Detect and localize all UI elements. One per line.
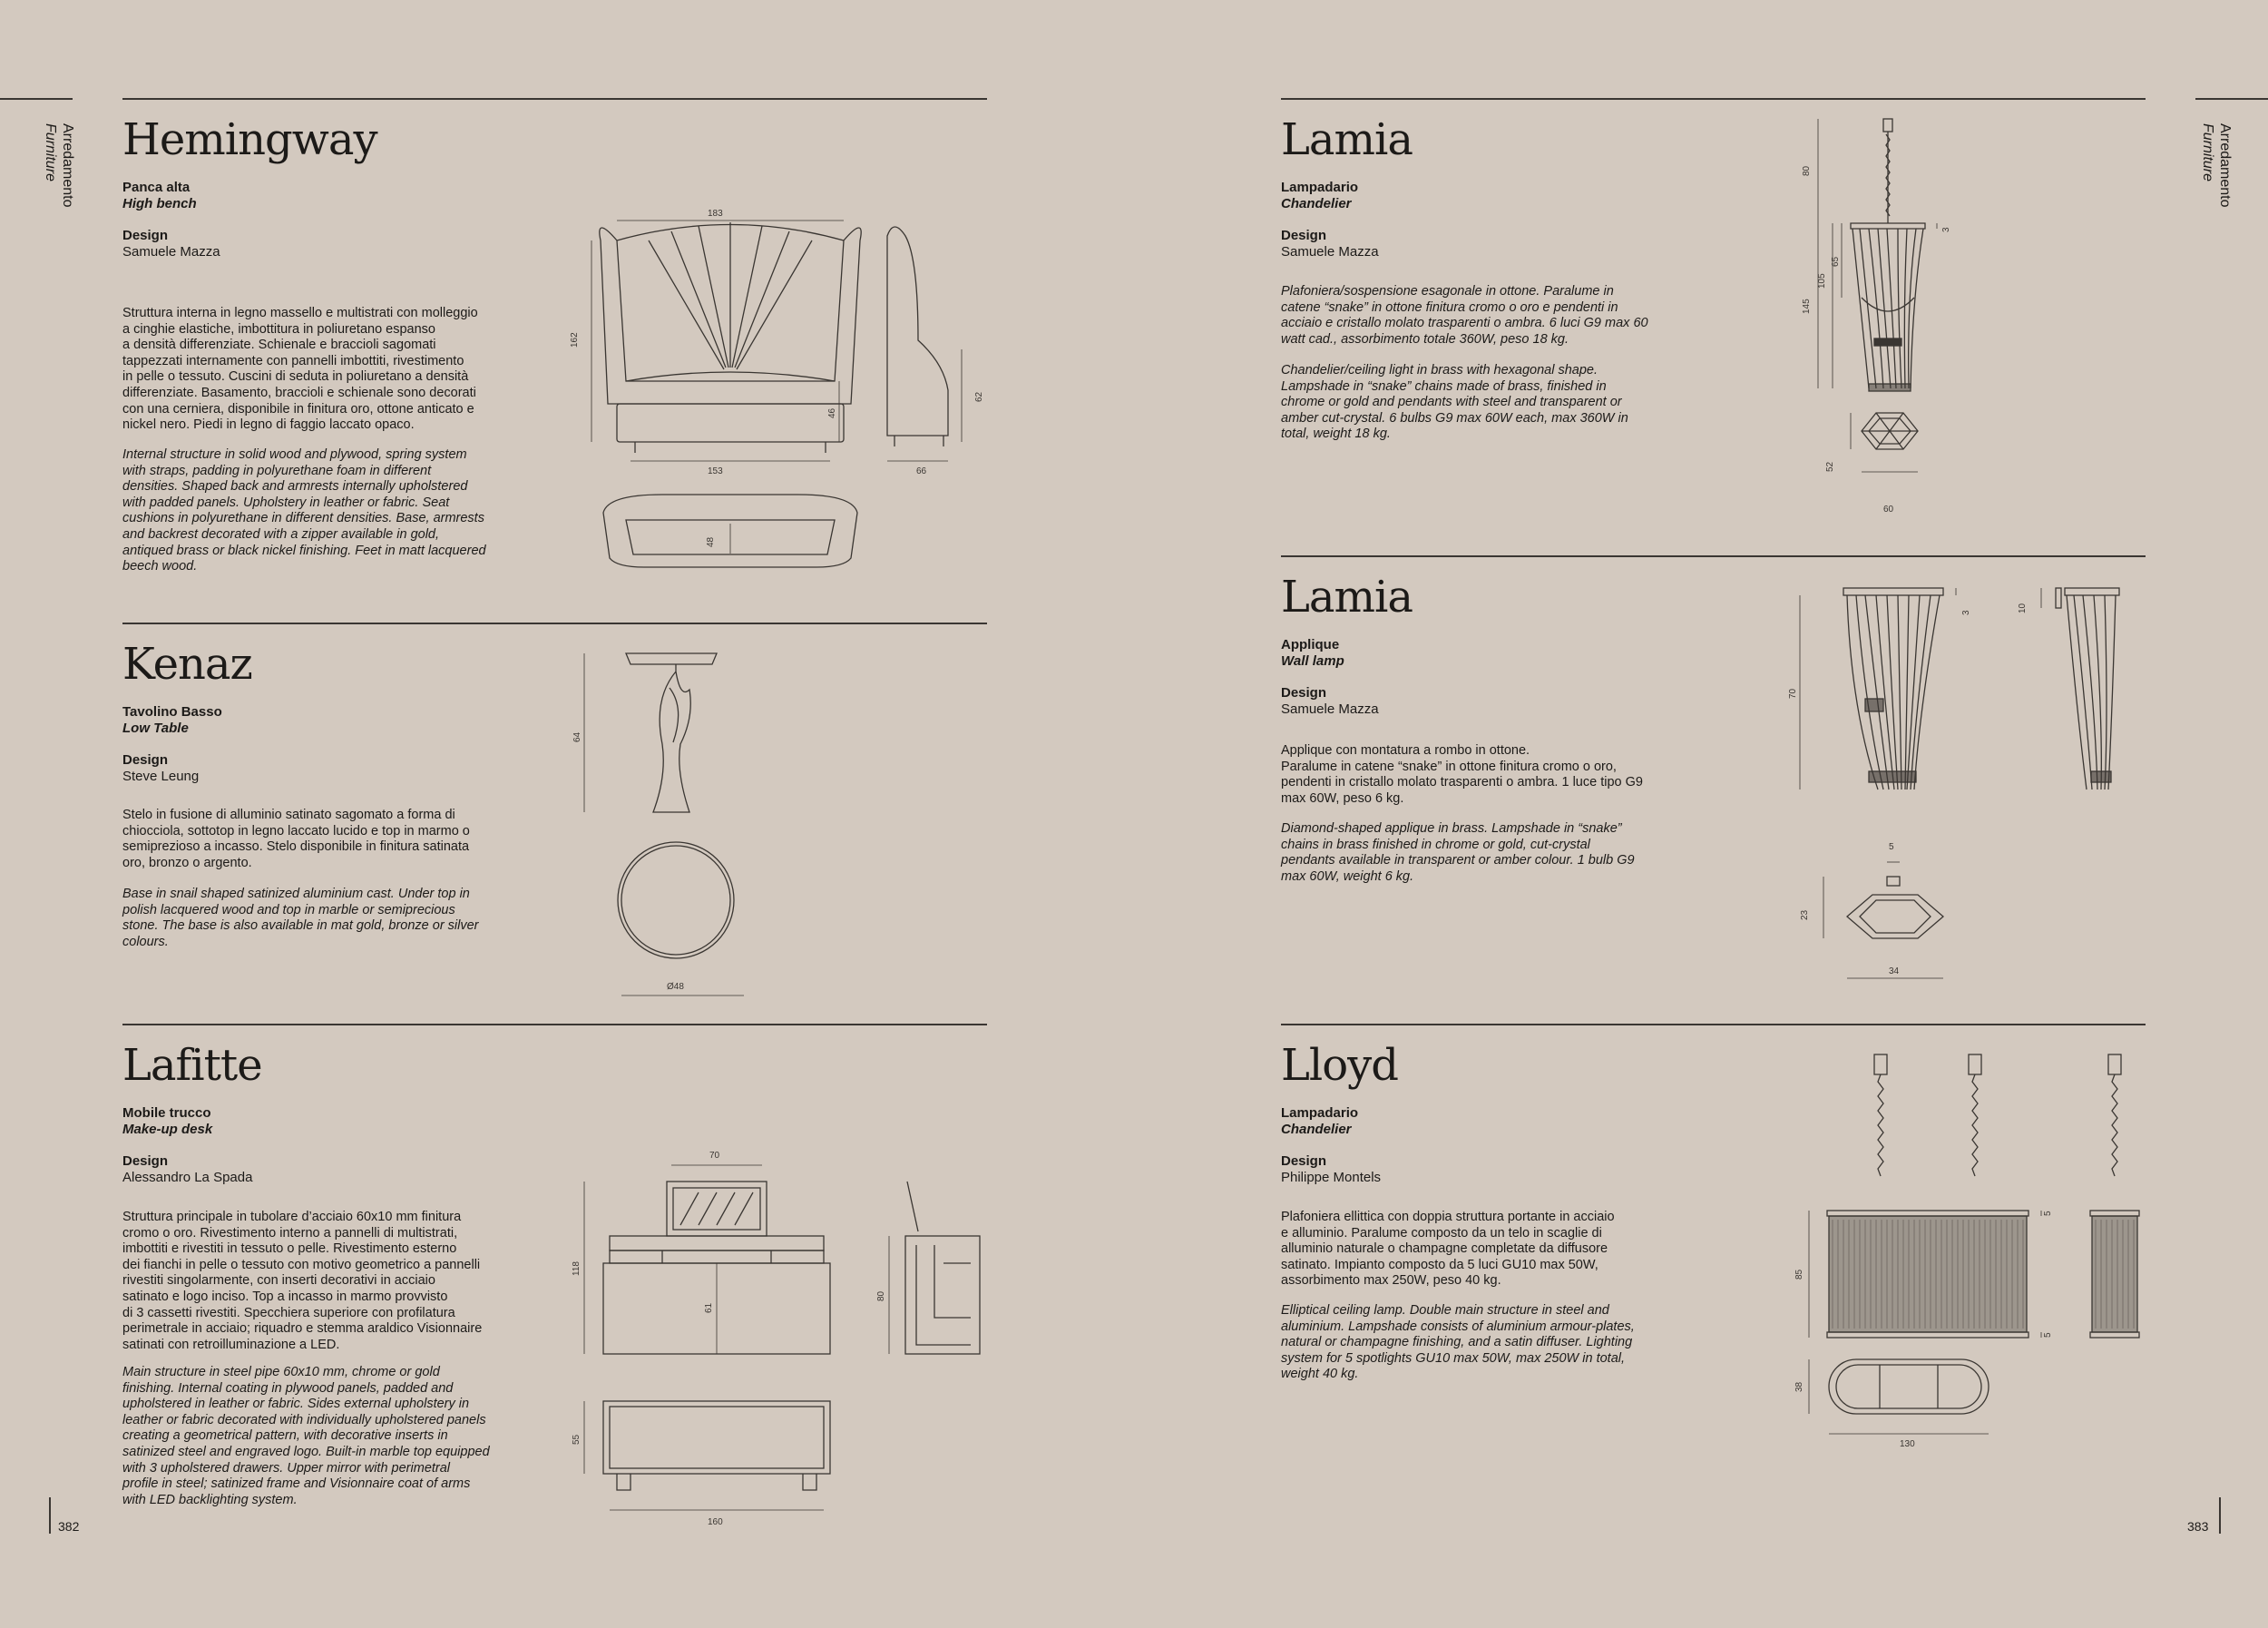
dim-height: 118: [572, 1261, 582, 1276]
top-rule-left-margin: [0, 98, 73, 100]
design-label: Design: [1281, 228, 1327, 243]
designer-name: Alessandro La Spada: [122, 1170, 253, 1185]
dim-plan-width: 60: [1883, 505, 1894, 515]
dim-seat-height: 46: [827, 407, 837, 418]
dim-top: 5: [2043, 1211, 2053, 1216]
dim-body: 105: [1817, 273, 1827, 289]
top-rule-right: [1281, 98, 2146, 100]
description-en: Diamond-shaped applique in brass. Lampshade in “snake” chains in brass finished in chrome or gold, cut-crystal pendants available in transparent or amber colour. 1 bulb G9 max 60W, weight 6 kg.: [1281, 821, 1635, 884]
description-en: Chandelier/ceiling light in brass with hexagonal shape. Lampshade in “snake” chains made of brass, finished in chrome or gold and pendants with steel and transparent or amber cut-crystal. 6 bulbs G9 max 60W each, max 360W in total, weight 18 kg.: [1281, 363, 1628, 442]
top-rule-left: [122, 98, 987, 100]
section-label-en: Furniture: [43, 123, 58, 182]
dim-side-top: 10: [2018, 603, 2028, 613]
designer-name: Samuele Mazza: [122, 244, 220, 260]
product-category: [1281, 1105, 1707, 1138]
section-divider-left-2: [122, 1024, 987, 1025]
dim-upper: 65: [1831, 256, 1841, 267]
product-title: Hemingway: [122, 114, 377, 165]
section-label-it: Arredamento: [2217, 123, 2233, 208]
designer-name: Samuele Mazza: [1281, 244, 1379, 260]
product-title: Lafitte: [122, 1040, 262, 1091]
description-it: Plafoniera/sospensione esagonale in ottone. Paralume in catene “snake” in ottone finitura cromo o oro e pendenti in acciaio e cristallo molato trasparenti o ambra. 6 luci G9 max 60 watt cad., assorbimento totale 360W, peso 18 kg.: [1281, 284, 1648, 347]
description-en: Internal structure in solid wood and plywood, spring system with straps, padding in polyurethane foam in different densities. Shaped back and armrests internally upholstered with padded panels. Upholstery in leather or fabric. Seat cushions in polyurethane in different densities. Base, armrests and backrest decorated with a zipper available in gold, antiqued brass or black nickel finishing. Feet in matt lacquered beech wood.: [122, 447, 486, 574]
dim-height: 70: [1788, 688, 1798, 699]
top-rule-right-margin: [2195, 98, 2268, 100]
category-it: Mobile trucco: [122, 1105, 211, 1121]
category-en: Low Table: [122, 721, 189, 736]
description-en: Main structure in steel pipe 60x10 mm, chrome or gold finishing. Internal coating in plywood panels, padded and upholstered in leather or fabric. Sides external upholstery in leather or fabric decorated with individually upholstered panels creating a geometrical pattern, with decorative inserts in satinized steel and engraved logo. Built-in marble top equipped with 3 upholstered drawers. Upper mirror with perimetral profile in steel; satinized frame and Visionnaire coat of arms with LED backlighting system.: [122, 1365, 490, 1507]
category-it: Applique: [1281, 637, 1340, 652]
product-design: [1281, 228, 1707, 260]
category-it: Lampadario: [1281, 180, 1359, 195]
product-design: [122, 752, 549, 785]
product-design: [1281, 685, 1707, 718]
dim-plan-width: 34: [1889, 966, 1900, 976]
page-number-tick-right: [2219, 1497, 2221, 1534]
product-title: Lamia: [1281, 572, 1413, 623]
section-divider-left-1: [122, 623, 987, 624]
design-label: Design: [122, 752, 169, 768]
section-label-left: [42, 123, 76, 208]
category-en: High bench: [122, 196, 197, 211]
product-design: [122, 228, 549, 260]
product-lloyd: [1281, 1040, 1707, 1186]
dim-side-height: 80: [876, 1290, 886, 1301]
section-divider-right-2: [1281, 1024, 2146, 1025]
product-category: [122, 704, 549, 737]
dim-top: 3: [1961, 610, 1971, 615]
lloyd-technical-drawing: [1778, 1051, 2159, 1459]
page-number-tick-left: [49, 1497, 51, 1534]
page-number-left: 382: [58, 1519, 80, 1534]
design-label: Design: [1281, 1153, 1327, 1169]
description-it: Stelo in fusione di alluminio satinato sagomato a forma di chiocciola, sottotop in legno laccato lucido e top in marmo o semiprezioso a incasso. Stelo disponibile in finitura satinata oro, bronzo o argento.: [122, 808, 470, 870]
lamia-chandelier-technical-drawing: [1796, 116, 1978, 525]
product-category: [1281, 637, 1707, 670]
dim-plan-height: 23: [1800, 909, 1810, 920]
description-it: Struttura interna in legno massello e multistrati con molleggio a cinghie elastiche, imbottitura in poliuretano espanso a densità differenziate. Schienale e braccioli sagomati tappezzati internamente con pannelli imbottiti, rivestimento in pelle o tessuto. Cuscini di seduta in poliuretano a densità differenziate. Basamento, braccioli e schienale sono decorati con una cerniera, disponibile in finitura oro, ottone anticato e nickel nero. Piedi in legno di faggio laccato opaco.: [122, 306, 478, 433]
designer-name: Philippe Montels: [1281, 1170, 1382, 1185]
dim-plan-width: 130: [1900, 1439, 1915, 1449]
designer-name: Steve Leung: [122, 769, 200, 784]
dim-chain: 80: [1802, 165, 1812, 176]
category-it: Tavolino Basso: [122, 704, 222, 720]
lafitte-technical-drawing: [562, 1145, 989, 1535]
category-en: Wall lamp: [1281, 653, 1344, 669]
category-en: Chandelier: [1281, 196, 1352, 211]
description-en: Base in snail shaped satinized aluminium cast. Under top in polish lacquered wood and top in marble or semiprecious stone. The base is also available in mat gold, bronze or silver colours.: [122, 887, 479, 949]
dim-depth: 66: [916, 466, 927, 476]
category-it: Lampadario: [1281, 1105, 1359, 1121]
dim-desk-height: 61: [704, 1302, 714, 1313]
design-label: Design: [122, 228, 169, 243]
product-title: Lloyd: [1281, 1040, 1398, 1091]
product-lamia-chandelier: [1281, 114, 1707, 260]
dim-plan-depth: 48: [706, 536, 716, 547]
dim-side-height: 62: [974, 391, 984, 402]
dim-width: 183: [708, 209, 723, 219]
design-label: Design: [1281, 685, 1327, 701]
dim-width: 160: [708, 1517, 723, 1527]
description-it: Applique con montatura a rombo in ottone. Paralume in catene “snake” in ottone finitura cromo o oro, pendenti in cristallo molato trasparenti o ambra. 1 luce tipo G9 max 60W, peso 6 kg.: [1281, 743, 1643, 806]
product-title: Kenaz: [122, 639, 252, 690]
dim-plan-height: 38: [1794, 1381, 1804, 1392]
description-it: Plafoniera ellittica con doppia struttura portante in acciaio e alluminio. Paralume composto da un telo in scaglie di alluminio naturale o champagne completate da diffusore satinato. Impianto composto da 5 luci GU10 max 50W, assorbimento max 250W, peso 40 kg.: [1281, 1210, 1615, 1289]
category-en: Make-up desk: [122, 1122, 213, 1137]
section-label-en: Furniture: [2200, 123, 2215, 182]
section-label-right: [2199, 123, 2234, 208]
dim-mirror-width: 70: [709, 1151, 720, 1161]
kenaz-technical-drawing: [562, 644, 780, 1007]
product-category: [122, 1105, 549, 1138]
product-kenaz: [122, 639, 549, 785]
hemingway-technical-drawing: [562, 204, 998, 585]
design-label: Design: [122, 1153, 169, 1169]
product-category: [1281, 180, 1707, 212]
dim-height: 64: [572, 731, 582, 742]
product-design: [122, 1153, 549, 1186]
lamia-applique-technical-drawing: [1778, 581, 2141, 980]
product-design: [1281, 1153, 1707, 1186]
dim-height: 85: [1794, 1269, 1804, 1280]
product-title: Lamia: [1281, 114, 1413, 165]
description-en: Elliptical ceiling lamp. Double main structure in steel and aluminium. Lampshade consists of aluminium armour-plates, natural or champagne finishing, and a satin diffuser. Lighting system for 5 spotlights GU10 max 50W, max 250W in total, weight 40 kg.: [1281, 1303, 1635, 1382]
dim-plan-top: 5: [1889, 842, 1894, 852]
description-it: Struttura principale in tubolare d’acciaio 60x10 mm finitura cromo o oro. Rivestimento interno a pannelli di multistrati, imbottiti e rivestiti in tessuto o pelle. Rivestimento esterno dei fianchi in pelle o tessuto con motivo geometrico a pannelli rivestiti singolarmente, con inserti decorativi in acciaio satinato e logo inciso. Top a incasso in marmo provvisto di 3 cassetti rivestiti. Specchiera superiore con profilatura perimetrale in acciaio; riquadro e stemma araldico Visionnaire satinati con retroilluminazione a LED.: [122, 1210, 483, 1352]
section-label-it: Arredamento: [60, 123, 75, 208]
category-en: Chandelier: [1281, 1122, 1352, 1137]
section-divider-right-1: [1281, 555, 2146, 557]
dim-canopy: 3: [1941, 227, 1951, 232]
designer-name: Samuele Mazza: [1281, 701, 1379, 717]
dim-plan-height: 52: [1825, 461, 1835, 472]
product-lamia-applique: [1281, 572, 1707, 718]
dim-bottom: 5: [2043, 1332, 2053, 1338]
page-number-right: 383: [2187, 1519, 2209, 1534]
product-category: [122, 180, 549, 212]
category-it: Panca alta: [122, 180, 191, 195]
dim-total: 145: [1802, 299, 1812, 314]
product-lafitte: [122, 1040, 549, 1186]
dim-height: 162: [570, 332, 580, 348]
product-hemingway: [122, 114, 549, 260]
dim-depth: 55: [572, 1434, 582, 1445]
dim-diameter: Ø48: [667, 982, 684, 992]
dim-seat-width: 153: [708, 466, 723, 476]
